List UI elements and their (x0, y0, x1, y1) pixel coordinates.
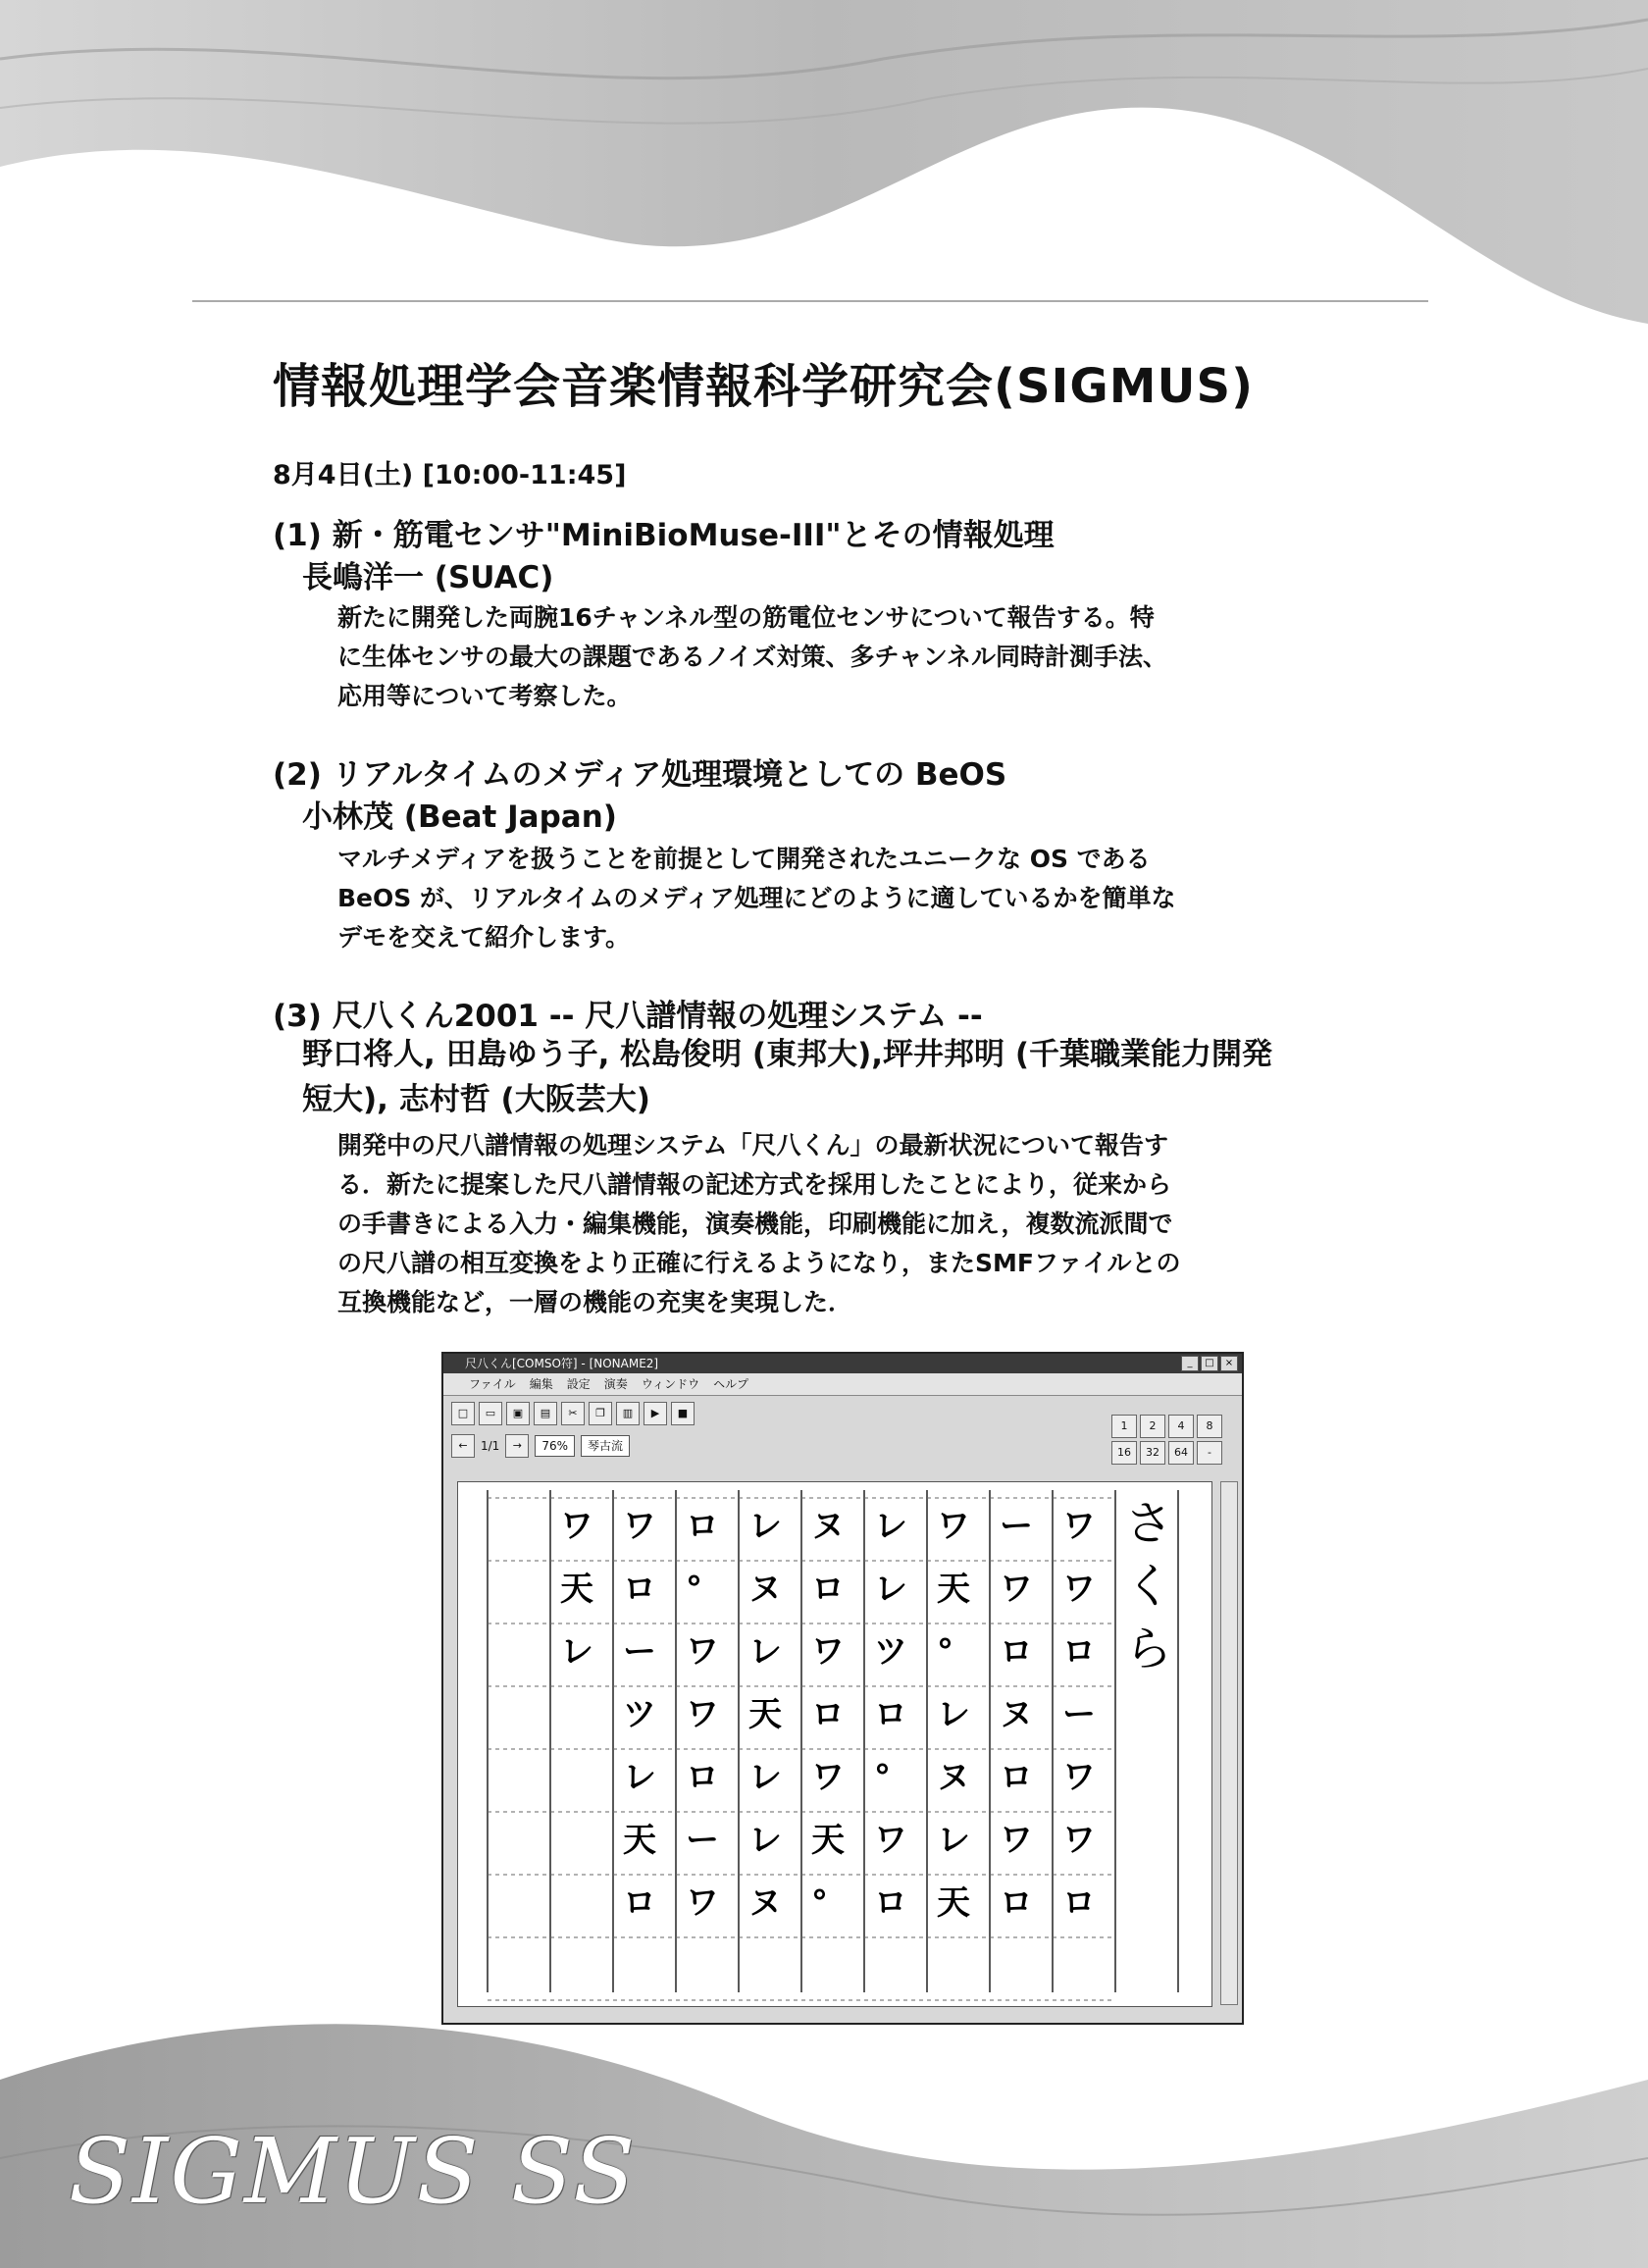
score-note[interactable]: ° (811, 1883, 828, 1923)
score-note[interactable]: ロ (874, 1695, 907, 1734)
length-button[interactable]: 4 (1168, 1415, 1194, 1438)
score-note[interactable]: ロ (1000, 1632, 1033, 1672)
new-file-icon[interactable]: □ (451, 1402, 475, 1425)
maximize-icon[interactable]: □ (1201, 1356, 1218, 1371)
score-note[interactable]: ワ (811, 1758, 845, 1797)
menu-settings[interactable]: 設定 (566, 1377, 591, 1391)
score-note[interactable]: ° (937, 1632, 953, 1672)
score-note[interactable]: ワ (686, 1883, 719, 1923)
app-titlebar (443, 1354, 1242, 1373)
menu-file[interactable]: ファイル (469, 1377, 516, 1391)
app-title: 尺八くん[COMSO符] - [NONAME2] (465, 1357, 659, 1370)
score-note[interactable]: ー (623, 1632, 656, 1672)
talk-3-title: (3) 尺八くん2001 -- 尺八譜情報の処理システム -- (273, 999, 983, 1034)
note-length-palette (1111, 1415, 1222, 1465)
score-note[interactable]: ロ (1062, 1883, 1096, 1923)
score-note[interactable]: ワ (1062, 1570, 1096, 1609)
lyric-character: く (1125, 1559, 1173, 1614)
score-note[interactable]: ロ (811, 1695, 845, 1734)
score-note[interactable]: レ (874, 1570, 907, 1609)
score-note[interactable]: ロ (686, 1758, 719, 1797)
score-note[interactable]: ワ (623, 1507, 656, 1546)
score-note[interactable]: レ (874, 1507, 907, 1546)
score-note[interactable]: ワ (874, 1821, 907, 1860)
score-note[interactable]: レ (748, 1821, 782, 1860)
score-note[interactable]: ロ (1000, 1883, 1033, 1923)
talk-2-title: (2) リアルタイムのメディア処理環境としての BeOS (273, 757, 1007, 793)
menu-edit[interactable]: 編集 (529, 1377, 553, 1391)
length-button[interactable]: 16 (1111, 1441, 1137, 1465)
score-note[interactable]: ロ (623, 1570, 656, 1609)
score-note[interactable]: ワ (1062, 1507, 1096, 1546)
score-note[interactable]: レ (748, 1758, 782, 1797)
score-note[interactable]: ロ (623, 1883, 656, 1923)
lyric-character: ら (1125, 1622, 1173, 1676)
talk-2-authors: 小林茂 (Beat Japan) (302, 799, 617, 835)
score-note[interactable]: ° (874, 1758, 891, 1797)
talk-3-authors: 野口将人, 田島ゆう子, 松島俊明 (東邦大),坪井邦明 (千葉職業能力開発 短大), 志村哲 (大阪芸大) (302, 1037, 1272, 1117)
minimize-icon[interactable]: _ (1181, 1356, 1199, 1371)
talk-1-title: (1) 新・筋電センサ"MiniBioMuse-III"とその情報処理 (273, 518, 1055, 553)
score-note[interactable]: ヌ (1000, 1695, 1033, 1734)
document-title: 情報処理学会音楽情報科学研究会(SIGMUS) (273, 359, 1255, 414)
copy-icon[interactable]: ❐ (589, 1402, 612, 1425)
menu-play[interactable]: 演奏 (603, 1377, 628, 1391)
score-note[interactable]: ロ (1000, 1758, 1033, 1797)
close-icon[interactable]: × (1220, 1356, 1238, 1371)
score-note[interactable]: ワ (1000, 1821, 1033, 1860)
score-note[interactable]: ー (686, 1821, 719, 1860)
score-note[interactable]: ロ (874, 1883, 907, 1923)
score-note[interactable]: ワ (937, 1507, 970, 1546)
menu-help[interactable]: ヘルプ (713, 1377, 749, 1391)
session-datetime: 8月4日(土) [10:00-11:45] (273, 460, 627, 490)
menu-window[interactable]: ウィンドウ (641, 1377, 700, 1391)
app-menubar (443, 1373, 1242, 1396)
score-note[interactable]: 天 (811, 1821, 845, 1860)
score-note[interactable]: ヌ (937, 1758, 970, 1797)
score-note[interactable]: ワ (686, 1632, 719, 1672)
score-note[interactable]: 天 (937, 1570, 970, 1609)
print-icon[interactable]: ▤ (534, 1402, 557, 1425)
score-note[interactable]: ロ (686, 1507, 719, 1546)
open-file-icon[interactable]: ▭ (479, 1402, 502, 1425)
header-rule (192, 300, 1428, 302)
length-button[interactable]: 8 (1197, 1415, 1222, 1438)
paste-icon[interactable]: ▥ (616, 1402, 640, 1425)
prev-page-icon[interactable]: ← (451, 1434, 475, 1458)
page-indicator: 1/1 (481, 1439, 500, 1453)
score-note[interactable]: 天 (937, 1883, 970, 1923)
score-note[interactable]: ワ (1062, 1821, 1096, 1860)
length-button[interactable]: 64 (1168, 1441, 1194, 1465)
score-note[interactable]: レ (748, 1632, 782, 1672)
talk-3-abstract: 開発中の尺八譜情報の処理システム「尺八くん」の最新状況について報告す る．新たに提案した尺八譜情報の記述方式を採用したことにより，従来から の手書きによる入力・編集機能，演奏機能，印刷機能に加え，複数流派間で の尺八譜の相互変換をより正確に行えるようになり，またSMFファイルとの 互換機能など，一層の機能の充実を実現した． (337, 1131, 1181, 1316)
score-note[interactable]: 天 (560, 1570, 593, 1609)
score-note[interactable]: ワ (811, 1632, 845, 1672)
vertical-scrollbar[interactable] (1220, 1481, 1238, 2005)
length-button[interactable]: 32 (1140, 1441, 1165, 1465)
score-note[interactable]: ワ (1062, 1758, 1096, 1797)
score-note[interactable]: レ (560, 1632, 593, 1672)
shakuhachi-app-screenshot (441, 1352, 1244, 2025)
score-note[interactable]: ヌ (811, 1507, 845, 1546)
lyric-character: さ (1125, 1496, 1173, 1551)
length-button[interactable]: - (1197, 1441, 1222, 1465)
score-note[interactable]: ヌ (748, 1570, 782, 1609)
length-button[interactable]: 1 (1111, 1415, 1137, 1438)
talk-1-abstract: 新たに開発した両腕16チャンネル型の筋電位センサについて報告する。特 に生体センサの最大の課題であるノイズ対策、多チャンネル同時計測手法、 応用等について考察した。 (337, 603, 1168, 710)
score-note[interactable]: レ (748, 1507, 782, 1546)
score-note[interactable]: ー (1062, 1695, 1096, 1734)
score-note[interactable]: 天 (623, 1821, 656, 1860)
score-note[interactable]: ー (1000, 1507, 1033, 1546)
score-canvas[interactable] (457, 1481, 1212, 2007)
next-page-icon[interactable]: → (505, 1434, 529, 1458)
stop-icon[interactable]: ■ (671, 1402, 695, 1425)
school-select[interactable]: 琴古流 (581, 1435, 630, 1457)
score-note[interactable]: ワ (686, 1695, 719, 1734)
score-note[interactable]: ロ (1062, 1632, 1096, 1672)
score-note[interactable]: ツ (874, 1632, 907, 1672)
footer-brand-logo: SIGMUS SS (69, 2119, 638, 2224)
score-note[interactable]: ° (686, 1570, 702, 1609)
score-note[interactable]: レ (623, 1758, 656, 1797)
cut-icon[interactable]: ✂ (561, 1402, 585, 1425)
zoom-select[interactable]: 76% (535, 1435, 575, 1457)
talk-2-abstract: マルチメディアを扱うことを前提として開発されたユニークな OS である BeOS が、リアルタイムのメディア処理にどのように適しているかを簡単な デモを交えて紹介します。 (337, 845, 1176, 952)
play-icon[interactable]: ▶ (644, 1402, 667, 1425)
score-note[interactable]: ヌ (748, 1883, 782, 1923)
decorative-wave-top (0, 0, 1648, 324)
score-note[interactable]: ロ (811, 1570, 845, 1609)
score-note[interactable]: ツ (623, 1695, 656, 1734)
score-note[interactable]: 天 (748, 1695, 782, 1734)
score-note[interactable]: ワ (560, 1507, 593, 1546)
length-button[interactable]: 2 (1140, 1415, 1165, 1438)
score-note[interactable]: ワ (1000, 1570, 1033, 1609)
score-note[interactable]: レ (937, 1821, 970, 1860)
score-grid (458, 1482, 1211, 2006)
talk-1-authors: 長嶋洋一 (SUAC) (302, 560, 554, 595)
save-icon[interactable]: ▣ (506, 1402, 530, 1425)
score-note[interactable]: レ (937, 1695, 970, 1734)
